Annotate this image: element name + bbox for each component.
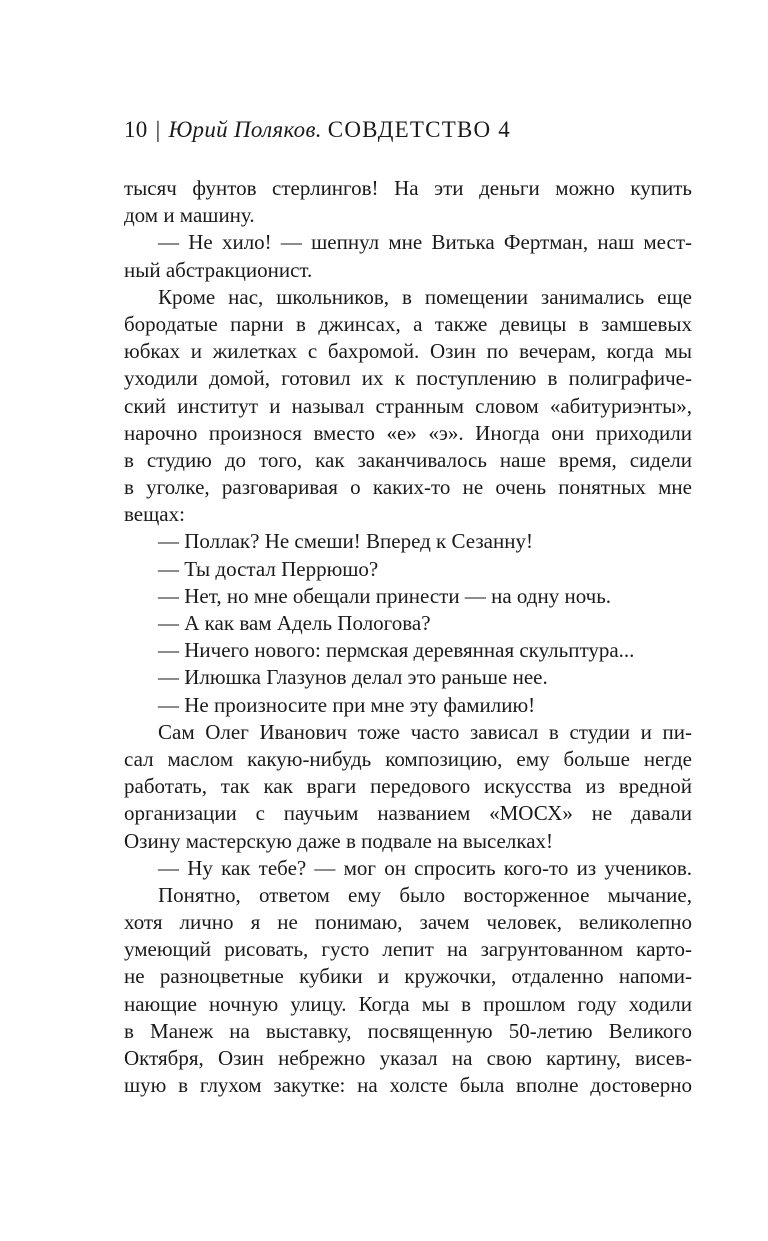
text-line: шую в глухом закутке: на холсте была вполне достоверно: [124, 1073, 692, 1098]
text-line: в Манеж на выставку, посвященную 50-летию Великого: [124, 1018, 692, 1043]
text-line: тысяч фунтов стерлингов! На эти деньги можно купить: [124, 176, 692, 200]
text-line: не разноцветные кубики и кружочки, отдаленно напоми-: [124, 964, 692, 989]
text-line: — Не хило! — шепнул мне Витька Фертман, наш мест-: [158, 230, 692, 255]
text-line: уходили домой, готовил их к поступлению в полиграфиче-: [124, 366, 692, 391]
text-line: — Поллак? Не смеши! Вперед к Сезанну!: [158, 529, 533, 554]
text-line: Озину мастерскую даже в подвале на выселках!: [124, 828, 554, 853]
text-line: — Илюшка Глазунов делал это раньше нее.: [158, 665, 548, 690]
text-line: в студию до того, как заканчивалось наше время, сидели: [124, 447, 692, 472]
header-book-title: СОВДЕТСТВО 4: [327, 117, 511, 142]
text-line: Понятно, ответом ему было восторженное мычание,: [158, 882, 692, 907]
text-line: Кроме нас, школьников, в помещении занимались еще: [158, 284, 692, 309]
text-line: ный абстракционист.: [124, 257, 313, 282]
text-line: нарочно произнося вместо «е» «э». Иногда они приходили: [124, 420, 692, 445]
text-line: Сам Олег Иванович тоже часто зависал в студии и пи-: [158, 719, 692, 744]
body-text: [124, 175, 692, 1099]
text-line: — Ты достал Перрюшо?: [158, 556, 379, 581]
text-line: бородатые парни в джинсах, а также девицы в замшевых: [124, 311, 692, 336]
text-line: — А как вам Адель Пологова?: [158, 611, 431, 635]
text-line: работать, так как враги передового искусства из вредной: [124, 774, 692, 799]
text-line: нающие ночную улицу. Когда мы в прошлом году ходили: [124, 991, 692, 1016]
text-line: в уголке, разговаривая о каких-то не очень понятных мне: [124, 475, 692, 500]
text-line: юбках и жилетках с бахромой. Озин по вечерам, когда мы: [124, 339, 692, 364]
text-line: хотя лично я не понимаю, зачем человек, великолепно: [124, 910, 692, 935]
text-line: вещах:: [124, 502, 185, 527]
text-line: дом и машину.: [124, 203, 255, 228]
text-line: — Нет, но мне обещали принести — на одну ночь.: [158, 583, 612, 608]
header-separator: |: [155, 117, 161, 142]
page-number: 10: [124, 117, 148, 142]
text-line: сал маслом какую-нибудь композицию, ему больше негде: [124, 746, 692, 771]
text-line: ский институт и называл странным словом «абитуриэнты»,: [124, 393, 692, 418]
text-line: Октября, Озин небрежно указал на свою картину, висев-: [124, 1046, 692, 1070]
text-line: — Ничего нового: пермская деревянная скульптура...: [158, 638, 635, 663]
text-line: умеющий рисовать, густо лепит на загрунтованном карто-: [124, 937, 692, 962]
text-line: — Не произносите при мне эту фамилию!: [158, 692, 536, 717]
text-line: — Ну как тебе? — мог он спросить кого-то из учеников.: [158, 855, 692, 880]
text-line: организации с паучьим названием «МОСХ» не давали: [124, 801, 692, 826]
header-author: Юрий Поляков.: [168, 117, 322, 142]
running-head: [124, 116, 511, 144]
